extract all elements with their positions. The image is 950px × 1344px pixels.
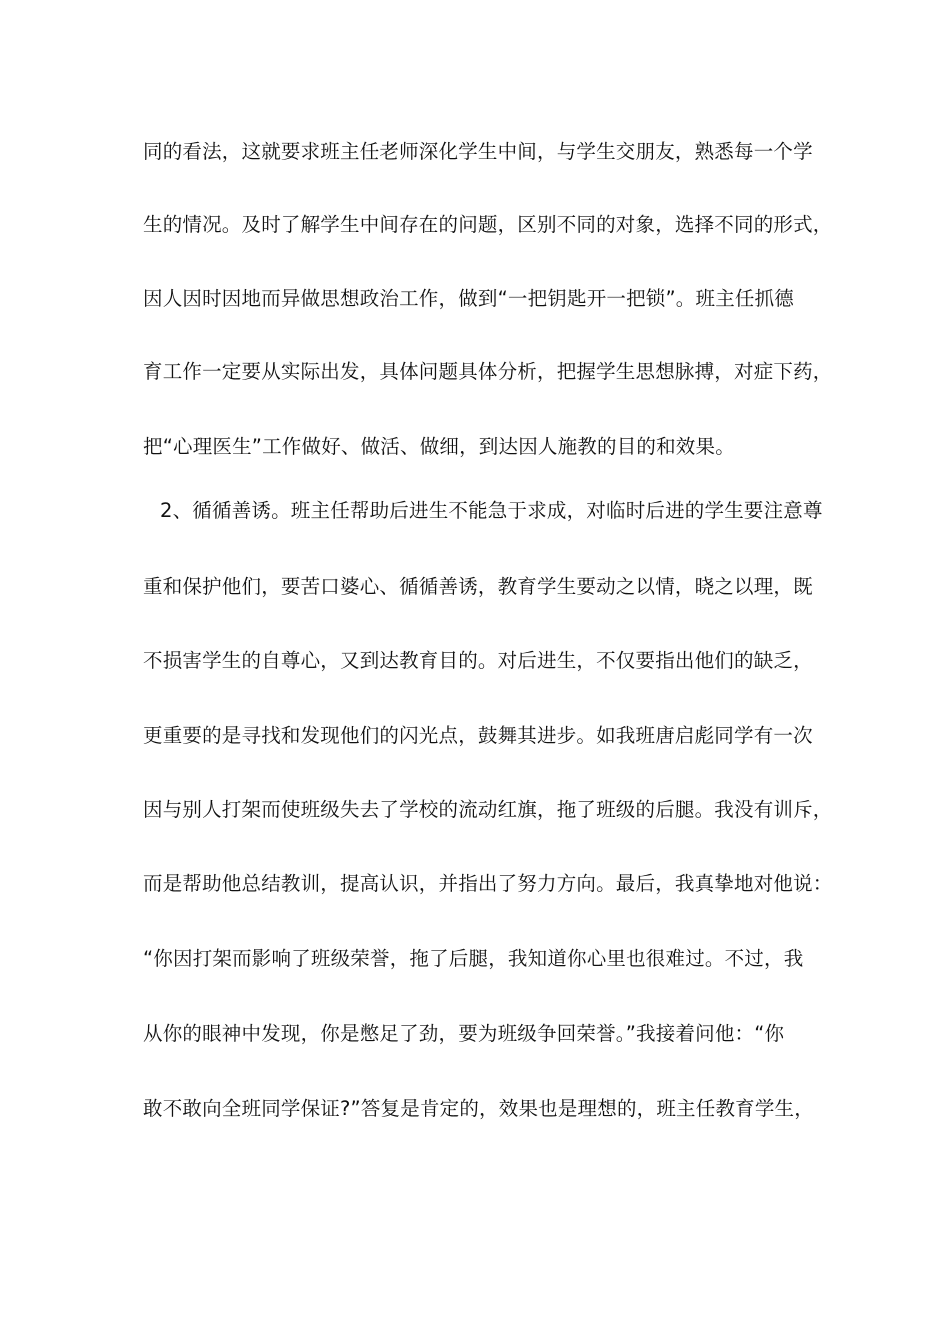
- text-line: 而是帮助他总结教训，提高认识，并指出了努力方向。最后，我真挚地对他说：: [143, 872, 833, 895]
- text-line: 不损害学生的自尊心，又到达教育目的。对后进生，不仅要指出他们的缺乏，: [143, 649, 813, 672]
- text-line: 生的情况。及时了解学生中间存在的问题，区别不同的对象，选择不同的形式，: [143, 213, 833, 236]
- text-line: “你因打架而影响了班级荣誉，拖了后腿，我知道你心里也很难过。不过，我: [143, 947, 804, 970]
- text-line: 育工作一定要从实际出发，具体问题具体分析，把握学生思想脉搏，对症下药，: [143, 360, 833, 383]
- text-line: 重和保护他们，要苦口婆心、循循善诱，教育学生要动之以情，晓之以理，既: [143, 575, 813, 598]
- text-line: 因人因时因地而异做思想政治工作，做到“一把钥匙开一把锁”。班主任抓德: [143, 287, 795, 310]
- text-line: 因与别人打架而使班级失去了学校的流动红旗，拖了班级的后腿。我没有训斥，: [143, 798, 833, 821]
- text-line: 敢不敢向全班同学保证?”答复是肯定的，效果也是理想的，班主任教育学生，: [143, 1097, 814, 1120]
- text-line: 同的看法，这就要求班主任老师深化学生中间，与学生交朋友，熟悉每一个学: [143, 140, 813, 163]
- text-line: 把“心理医生”工作做好、做活、做细，到达因人施教的目的和效果。: [143, 435, 735, 458]
- text-line: 从你的眼神中发现，你是憋足了劲，要为班级争回荣誉。”我接着问他：“你: [143, 1022, 785, 1045]
- text-line: 更重要的是寻找和发现他们的闪光点，鼓舞其进步。如我班唐启彪同学有一次: [143, 724, 813, 747]
- text-line: 2、循循善诱。班主任帮助后进生不能急于求成，对临时后进的学生要注意尊: [160, 499, 823, 522]
